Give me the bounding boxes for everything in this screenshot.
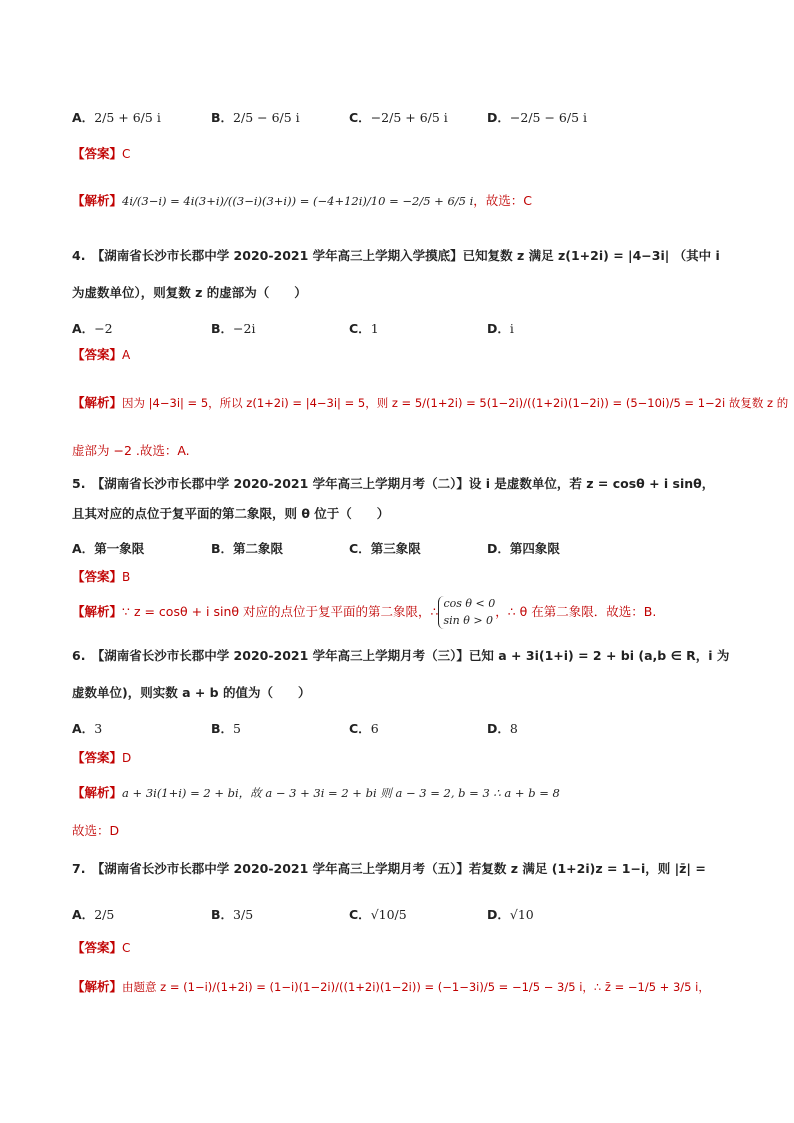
option-d: D．−2/5 − 6/5 i xyxy=(487,110,587,125)
option-c: C．6 xyxy=(349,721,379,736)
option-b: B．−2i xyxy=(211,321,256,336)
option-a: A．2/5 xyxy=(72,907,115,922)
q7-explanation: 【解析】由题意 z = (1−i)/(1+2i) = (1−i)(1−2i)/((1+2i)(1−2i)) = (−1−3i)/5 = −1/5 − 3/5 i，∴ z̄ = −1/5 + 3/5 i， xyxy=(72,979,710,994)
q6-answer: 【答案】D xyxy=(72,750,132,765)
q5-answer: 【答案】B xyxy=(72,569,131,584)
q4-explanation-line1: 【解析】因为 |4−3i| = 5，所以 z(1+2i) = |4−3i| = 5，则 z = 5/(1+2i) = 5(1−2i)/((1+2i)(1−2i)) = (5−10i)/5 = 1−2i 故复数 z 的 xyxy=(72,395,789,410)
q4-answer: 【答案】A xyxy=(72,347,131,362)
q3-answer: 【答案】C xyxy=(72,146,131,161)
option-a: A．−2 xyxy=(72,321,113,336)
q7-stem-line1: 7. 【湖南省长沙市长郡中学 2020-2021 学年高三上学期月考（五）】若复数 z 满足 (1+2i)z = 1−i，则 |z̄| = xyxy=(72,861,706,876)
q6-explanation-line2: 故选：D xyxy=(72,823,120,838)
option-a: A．2/5 + 6/5 i xyxy=(72,110,161,125)
option-a: A．第一象限 xyxy=(72,541,145,556)
q5-stem-line2: 且其对应的点位于复平面的第二象限，则 θ 位于（ ） xyxy=(72,506,390,521)
option-b: B．3/5 xyxy=(211,907,254,922)
option-d: D．i xyxy=(487,321,514,336)
equation-system: cos θ < 0 sin θ > 0 xyxy=(438,596,495,629)
option-c: C．1 xyxy=(349,321,379,336)
option-c: C．−2/5 + 6/5 i xyxy=(349,110,448,125)
option-d: D．第四象限 xyxy=(487,541,560,556)
option-a: A．3 xyxy=(72,721,103,736)
q6-stem-line1: 6. 【湖南省长沙市长郡中学 2020-2021 学年高三上学期月考（三）】已知 a + 3i(1+i) = 2 + bi (a,b ∈ R，i 为 xyxy=(72,648,730,663)
q6-explanation-line1: 【解析】a + 3i(1+i) = 2 + bi，故 a − 3 + 3i = 2 + bi 则 a − 3 = 2, b = 3 ∴ a + b = 8 xyxy=(72,785,560,800)
option-b: B．第二象限 xyxy=(211,541,284,556)
q4-stem-line2: 为虚数单位），则复数 z 的虚部为（ ） xyxy=(72,285,307,300)
q4-stem-line1: 4. 【湖南省长沙市长郡中学 2020-2021 学年高三上学期入学摸底】已知复数 z 满足 z(1+2i) = |4−3i| （其中 i xyxy=(72,248,720,263)
q3-explanation: 【解析】4i/(3−i) = 4i(3+i)/((3−i)(3+i)) = (−4+12i)/10 = −2/5 + 6/5 i，故选：C xyxy=(72,193,533,208)
q4-explanation-line2: 虚部为 −2 .故选：A. xyxy=(72,443,190,458)
q5-explanation: 【解析】∵ z = cosθ + i sinθ 对应的点位于复平面的第二象限，∴ cos θ < 0 sin θ > 0 ，∴ θ 在第二象限．故选：B. xyxy=(72,596,656,629)
q6-stem-line2: 虚数单位)，则实数 a + b 的值为（ ） xyxy=(72,685,311,700)
option-c: C．√10/5 xyxy=(349,907,407,922)
option-d: D．8 xyxy=(487,721,518,736)
option-d: D．√10 xyxy=(487,907,534,922)
option-c: C．第三象限 xyxy=(349,541,421,556)
q5-stem-line1: 5. 【湖南省长沙市长郡中学 2020-2021 学年高三上学期月考（二）】设 i 是虚数单位，若 z = cosθ + i sinθ， xyxy=(72,476,715,491)
q7-answer: 【答案】C xyxy=(72,940,131,955)
option-b: B．5 xyxy=(211,721,241,736)
option-b: B．2/5 − 6/5 i xyxy=(211,110,300,125)
